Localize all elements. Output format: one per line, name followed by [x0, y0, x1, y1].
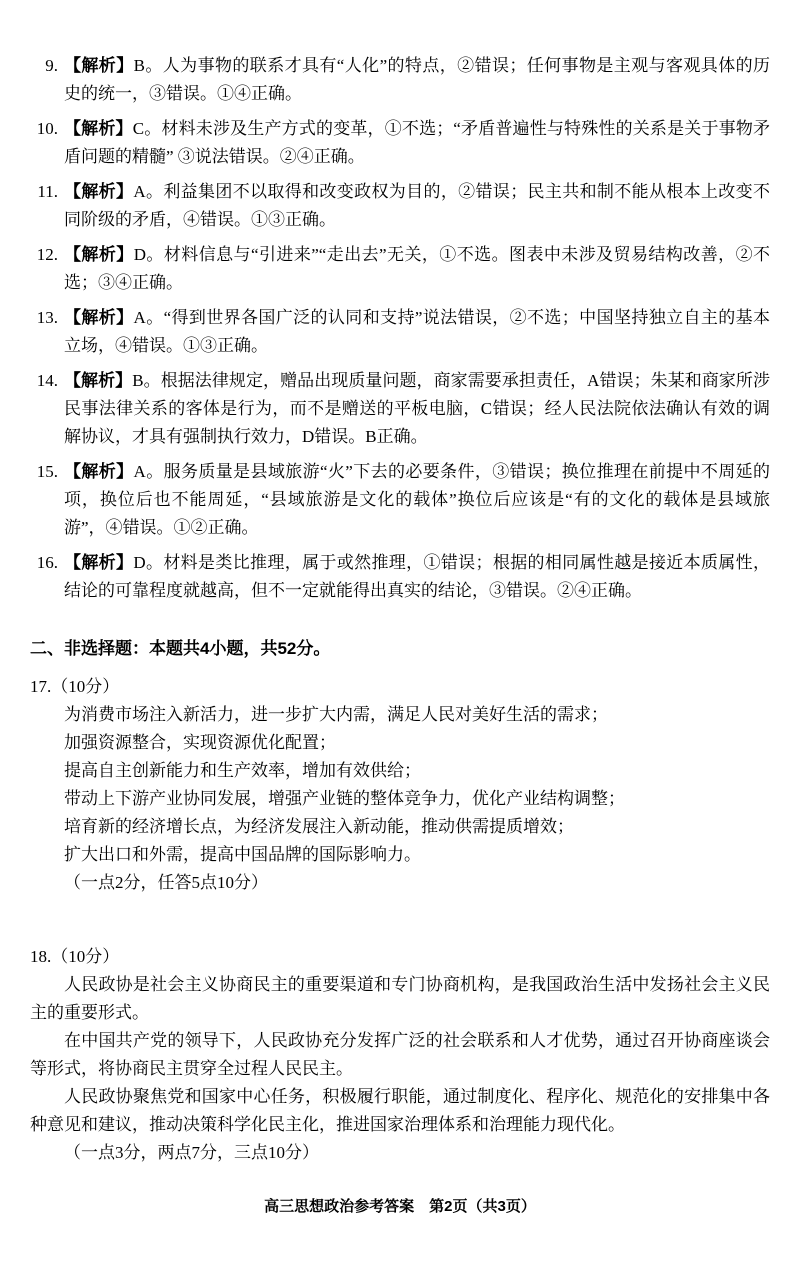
explanation-text: B。人为事物的联系才具有“人化”的特点，②错误；任何事物是主观与客观具体的历史的统一，③错误。①④正确。: [64, 56, 770, 103]
answer-point: 带动上下游产业协同发展，增强产业链的整体竞争力，优化产业结构调整；: [64, 789, 625, 808]
question-17-scoring-note: （一点2分，任答5点10分）: [64, 873, 268, 892]
explanation-item-10: [30, 115, 770, 171]
question-17: [30, 673, 770, 897]
item-number: 14.: [36, 371, 58, 390]
explanation-item-13: [30, 304, 770, 360]
item-number: 12.: [36, 245, 58, 264]
item-number: 16.: [36, 553, 58, 572]
answer-point: 加强资源整合，实现资源优化配置；: [64, 733, 336, 752]
jiexi-label: 【解析】: [64, 553, 134, 572]
item-number: 9.: [45, 56, 58, 75]
page-footer: 高三思想政治参考答案 第2页（共3页）: [264, 1198, 536, 1215]
answer-paragraph: 人民政协聚焦党和国家中心任务，积极履行职能，通过制度化、程序化、规范化的安排集中各种意见和建议，推动决策科学化民主化，推进国家治理体系和治理能力现代化。: [30, 1087, 770, 1134]
jiexi-label: 【解析】: [64, 462, 134, 481]
explanation-item-16: [30, 549, 770, 605]
explanation-text: C。材料未涉及生产方式的变革，①不选；“矛盾普遍性与特殊性的关系是关于事物矛盾问题的精髓” ③说法错误。②④正确。: [64, 119, 770, 166]
answer-point: 为消费市场注入新活力，进一步扩大内需，满足人民对美好生活的需求；: [64, 705, 608, 724]
explanations-section: [30, 52, 770, 605]
explanation-item-11: [30, 178, 770, 234]
question-17-answer-points: [30, 701, 770, 869]
jiexi-label: 【解析】: [64, 182, 134, 201]
explanation-text: D。材料是类比推理，属于或然推理，①错误；根据的相同属性越是接近本质属性，结论的可靠程度就越高，但不一定就能得出真实的结论，③错误。②④正确。: [64, 553, 770, 600]
item-number: 11.: [37, 182, 58, 201]
answer-point: 提高自主创新能力和生产效率，增加有效供给；: [64, 761, 421, 780]
question-17-title: 17.（10分）: [30, 677, 120, 696]
jiexi-label: 【解析】: [64, 245, 134, 264]
section-two-heading: 二、非选择题：本题共4小题，共52分。: [30, 639, 331, 658]
explanation-item-14: [30, 367, 770, 451]
answer-paragraph: 人民政协是社会主义协商民主的重要渠道和专门协商机构，是我国政治生活中发扬社会主义民主的重要形式。: [30, 975, 770, 1022]
item-number: 15.: [36, 462, 58, 481]
explanation-item-12: [30, 241, 770, 297]
jiexi-label: 【解析】: [64, 119, 133, 138]
jiexi-label: 【解析】: [64, 56, 134, 75]
question-18-title: 18.（10分）: [30, 947, 120, 966]
jiexi-label: 【解析】: [64, 308, 134, 327]
jiexi-label: 【解析】: [64, 371, 133, 390]
explanation-text: D。材料信息与“引进来”“走出去”无关，①不选。图表中未涉及贸易结构改善，②不选；③④正确。: [64, 245, 770, 292]
item-number: 13.: [36, 308, 58, 327]
answer-point: 扩大出口和外需，提高中国品牌的国际影响力。: [64, 845, 421, 864]
answer-paragraph: 在中国共产党的领导下，人民政协充分发挥广泛的社会联系和人才优势，通过召开协商座谈会等形式，将协商民主贯穿全过程人民民主。: [30, 1031, 770, 1078]
explanation-text: A。服务质量是县域旅游“火”下去的必要条件，③错误；换位推理在前提中不周延的项，换位后也不能周延，“县域旅游是文化的载体”换位后应该是“有的文化的载体是县域旅游”，④错误。①②正确。: [64, 462, 770, 537]
explanation-text: A。“得到世界各国广泛的认同和支持”说法错误，②不选；中国坚持独立自主的基本立场，④错误。①③正确。: [64, 308, 770, 355]
explanation-text: A。利益集团不以取得和改变政权为目的，②错误；民主共和制不能从根本上改变不同阶级的矛盾，④错误。①③正确。: [64, 182, 770, 229]
item-number: 10.: [36, 119, 58, 138]
explanation-item-15: [30, 458, 770, 542]
explanation-item-9: [30, 52, 770, 108]
explanation-text: B。根据法律规定，赠品出现质量问题，商家需要承担责任，A错误；朱某和商家所涉民事法律关系的客体是行为，而不是赠送的平板电脑，C错误；经人民法院依法确认有效的调解协议，才具有强制执行效力，D错误。B正确。: [64, 371, 770, 446]
answer-point: 培育新的经济增长点，为经济发展注入新动能，推动供需提质增效；: [64, 817, 574, 836]
question-18-scoring-note: （一点3分，两点7分，三点10分）: [64, 1143, 319, 1162]
question-18: [30, 943, 770, 1167]
